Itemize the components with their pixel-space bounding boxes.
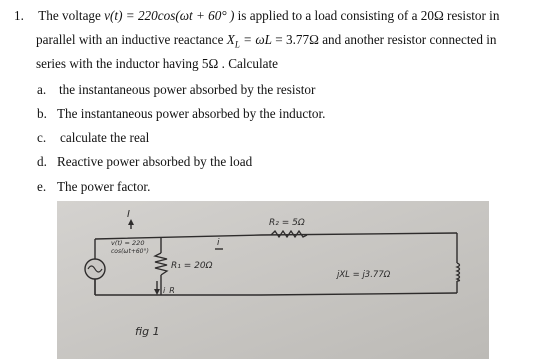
label-r1: R₁ = 20Ω [171, 261, 213, 271]
part-a-letter: a. [37, 82, 47, 97]
label-source-2: cos(ωt+60°) [111, 248, 149, 255]
part-d-text: Reactive power absorbed by the load [57, 154, 253, 169]
circuit-figure [57, 201, 489, 359]
xl-symbol: X [226, 32, 235, 47]
part-d [37, 154, 252, 170]
label-source-1: v(t) = 220 [111, 239, 145, 247]
circuit-diagram [57, 201, 489, 359]
label-xl: jXL = j3.77Ω [337, 270, 391, 280]
voltage-expression: v(t) = 220cos(ωt + 60° ) [104, 8, 235, 23]
part-d-letter: d. [37, 154, 47, 169]
label-ir: i_R [163, 286, 175, 295]
part-b-letter: b. [37, 106, 47, 121]
part-e [37, 179, 150, 195]
question-line-3: series with the inductor having 5Ω . Calculate [36, 56, 278, 71]
part-a [37, 82, 315, 98]
question-text-1a: The voltage [38, 8, 105, 23]
part-e-letter: e. [37, 179, 47, 194]
part-b-text: The instantaneous power absorbed by the inductor. [57, 106, 326, 121]
question-line-1 [14, 8, 499, 24]
question-text-1b: is applied to a load consisting of a 20Ω resistor in [234, 8, 500, 23]
part-c-letter: c. [37, 130, 47, 145]
part-c [37, 130, 149, 146]
label-i: i [217, 238, 220, 248]
part-e-text: The power factor. [57, 179, 151, 194]
part-c-text: calculate the real [60, 130, 150, 145]
part-b [37, 106, 325, 122]
figure-caption: fig 1 [135, 325, 160, 338]
label-r2: R₂ = 5Ω [269, 218, 305, 228]
question-number: 1. [14, 8, 24, 23]
xl-subscript: L [234, 39, 240, 50]
question-line-2 [36, 32, 497, 53]
label-current-total: I [127, 209, 130, 220]
part-a-text: the instantaneous power absorbed by the resistor [59, 82, 316, 97]
question-text-2a: parallel with an inductive reactance [36, 32, 227, 47]
xl-equation: = ωL [239, 32, 272, 47]
question-text-2b: = 3.77Ω and another resistor connected in [271, 32, 497, 47]
